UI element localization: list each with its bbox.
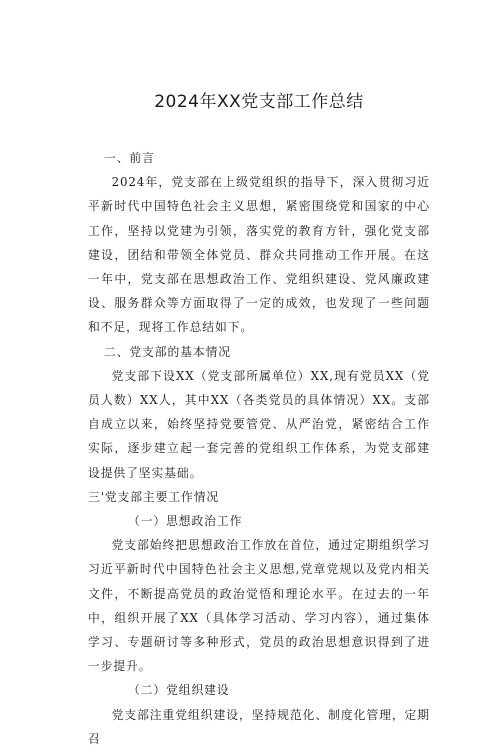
subsection-heading-organization: （二）党组织建设 — [128, 683, 230, 698]
subsection-heading-ideology: （一）思想政治工作 — [128, 514, 243, 529]
paragraph-organization: 党支部注重党组织建设，坚持规范化、制度化管理，定期召 — [88, 707, 430, 746]
section-heading-preface: 一、前言 — [104, 151, 155, 165]
paragraph-preface: 2024年，党支部在上级党组织的指导下，深入贯彻习近平新时代中国特色社会主义思想，紧密围绕党和国家的中心工作，坚持以党建为引领，落实党的教育方针，强化党支部建设，团结和带领全体党员、群众共同推动工作开展。在这一年中，党支部在思想政治工作、党组织建设、党风廉政建设、服务群众等方面取得了一定的成效，也发现了一些问题和不足，现将工作总结如下。 — [88, 175, 430, 335]
document-body — [88, 146, 430, 751]
section-heading-main-work: 三'党支部主要工作情况 — [88, 489, 220, 504]
document-title: 2024年XX党支部工作总结 — [154, 92, 364, 112]
section-heading-basic-info: 二、党支部的基本情况 — [104, 344, 231, 359]
paragraph-basic-info: 党支部下设XX（党支部所属单位）XX,现有党员XX（党员人数）XX人，其中XX（各类党员的具体情况）XX。支部自成立以来，始终坚持党要管党、从严治党，紧密结合工作实际，逐步建立起一套完善的党组织工作体系，为党支部建设提供了坚实基础。 — [88, 368, 430, 480]
paragraph-ideology: 党支部始终把思想政治工作放在首位，通过定期组织学习习近平新时代中国特色社会主义思想,党章党规以及党内相关文件，不断提高党员的政治觉悟和理论水平。在过去的一年中，组织开展了XX（具体学习活动、学习内容），通过集体学习、专题研讨等多种形式，党员的政治思想意识得到了进一步提升。 — [88, 538, 430, 674]
